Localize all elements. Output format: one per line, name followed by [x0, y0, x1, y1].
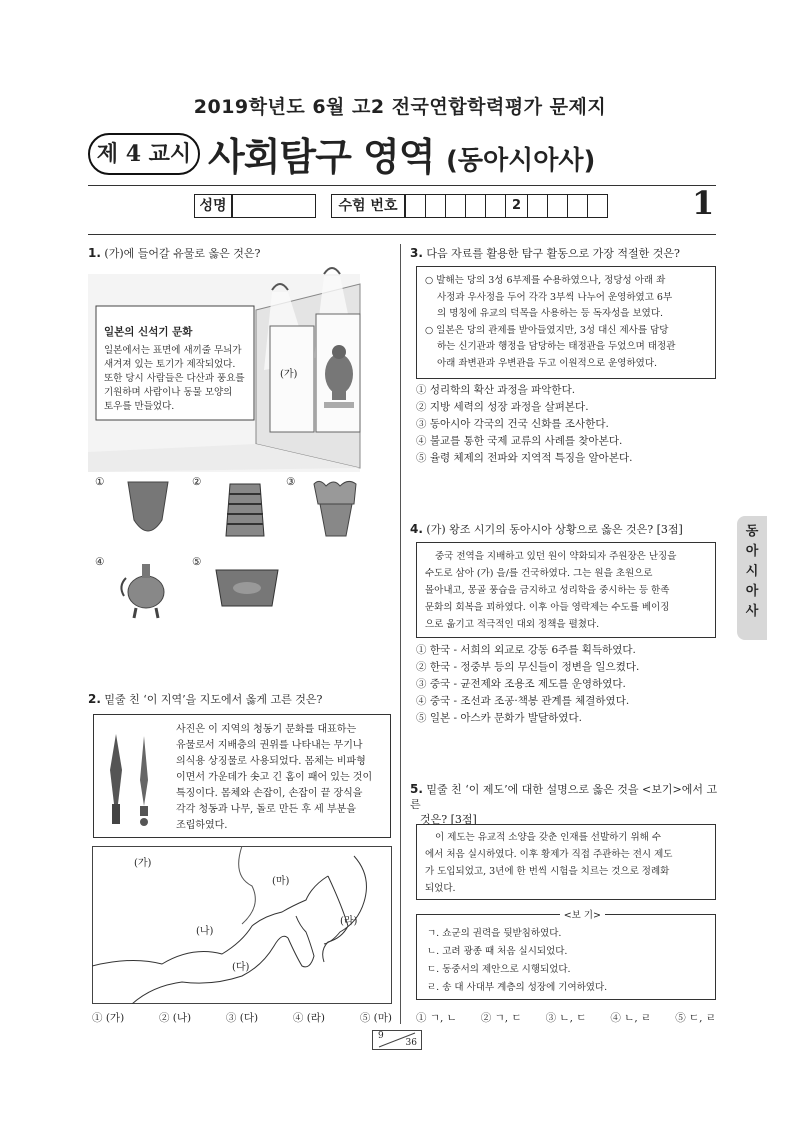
exam-number-cell[interactable] — [445, 194, 466, 218]
answer-option[interactable]: ④ (라) — [292, 1012, 326, 1024]
jar-pottery-icon — [122, 478, 174, 542]
bogi-box — [416, 910, 716, 1000]
source-line: 에서 처음 실시하였다. 이후 황제가 직접 주관하는 전시 제도 — [425, 849, 673, 860]
question-text: (가) 왕조 시기의 동아시아 상황으로 옳은 것은? [3점] — [426, 523, 683, 536]
answer-option[interactable]: ③ 중국 - 균전제와 조용조 제도를 운영하였다. — [416, 678, 626, 690]
answer-option[interactable]: ⑤ 율령 체제의 전파와 지역적 특징을 알아본다. — [416, 452, 633, 464]
question-3-answers — [416, 382, 632, 467]
panel-line: 또한 당시 사람들은 다산과 풍요를 — [104, 373, 245, 384]
panel-line: 토우를 만들었다. — [104, 401, 175, 412]
subject-side-tab — [737, 516, 767, 640]
option-2[interactable]: ② — [192, 476, 202, 488]
map-label: (마) — [272, 876, 290, 887]
bogi-item: ㄱ. 쇼군의 권력을 뒷받침하였다. — [427, 928, 562, 939]
page-indicator — [372, 1030, 422, 1050]
passage-line: 사진은 이 지역의 청동기 문화를 대표하는 — [176, 724, 357, 735]
stone-box-icon — [212, 566, 282, 612]
passage-line: 특징이다. 몸체와 손잡이, 손잡이 끝 장식을 — [176, 788, 363, 799]
animal-vessel-icon — [116, 556, 172, 620]
question-text: 밑줄 친 ‘이 제도’에 대한 설명으로 옳은 것을 <보기>에서 고른 — [410, 783, 718, 811]
option-5[interactable]: ⑤ — [192, 556, 202, 568]
option-3[interactable]: ③ — [286, 476, 296, 488]
answer-option[interactable]: ⑤ ㄷ, ㄹ — [675, 1012, 716, 1024]
side-tab-char: 아 — [745, 584, 759, 599]
flame-pottery-icon — [306, 478, 366, 542]
answer-option[interactable]: ② (나) — [158, 1012, 192, 1024]
question-4-answers — [416, 642, 639, 727]
side-tab-char: 아 — [745, 544, 759, 559]
column-divider — [400, 244, 401, 1024]
source-line: 문화의 회복을 꾀하였다. 이후 아들 영락제는 수도를 베이징 — [425, 602, 670, 613]
exam-number-cell[interactable] — [405, 194, 426, 218]
option-1[interactable]: ① — [95, 476, 105, 488]
passage-line: 유물로서 지배층의 권위를 나타내는 무기나 — [176, 740, 363, 751]
question-3-source-box — [416, 266, 716, 379]
source-line: 의 명칭에 유교의 덕목을 사용하는 등 독자성을 보였다. — [437, 308, 664, 319]
exam-number-cell[interactable] — [485, 194, 506, 218]
exam-number-cell-filled: 2 — [505, 194, 528, 218]
answer-option[interactable]: ① (가) — [92, 1012, 125, 1024]
source-line: 몰아내고, 몽골 풍습을 금지하고 성리학을 중시하는 등 한족 — [425, 585, 670, 596]
source-line: ○ 일본은 당의 관제를 받아들였지만, 3성 대신 제사를 담당 — [425, 324, 669, 336]
exam-number-cell[interactable] — [547, 194, 568, 218]
answer-option[interactable]: ④ ㄴ, ㄹ — [610, 1012, 652, 1024]
source-line: 수도로 삼아 (가) 을/를 건국하였다. 그는 원을 초원으로 — [425, 568, 653, 579]
answer-option[interactable]: ③ ㄴ, ㄷ — [545, 1012, 587, 1024]
passage-line: 의식용 상징물로 사용되었다. 몸체는 비파형 — [176, 756, 366, 767]
answer-option[interactable]: ④ 불교를 통한 국제 교류의 사례를 찾아본다. — [416, 435, 623, 447]
question-4-prompt — [410, 522, 683, 537]
panel-title: 일본의 신석기 문화 — [104, 326, 193, 338]
panel-text — [104, 344, 254, 414]
section-subtitle: (동아시아사) — [446, 146, 596, 176]
question-2-answers — [92, 1010, 392, 1027]
map-label: (다) — [232, 962, 250, 973]
answer-option[interactable]: ① 성리학의 확산 과정을 파악한다. — [416, 384, 576, 396]
source-line: 가 도입되었고, 3년에 한 번씩 시험을 치르는 것으로 정례화 — [425, 866, 670, 877]
exam-number-cell[interactable] — [425, 194, 446, 218]
question-number: 2. — [88, 692, 101, 706]
answer-option[interactable]: ② ㄱ, ㄷ — [480, 1012, 522, 1024]
map-label: (라) — [340, 916, 358, 927]
section-title: 사회탐구 영역 — [208, 135, 435, 179]
answer-option[interactable]: ① ㄱ, ㄴ — [416, 1012, 457, 1024]
passage-line: 조립하였다. — [176, 820, 228, 831]
side-tab-char: 사 — [745, 604, 759, 619]
passage-line: 이면서 가운데가 솟고 긴 홈이 패어 있는 것이 — [176, 772, 373, 783]
question-4-source-box — [416, 542, 716, 638]
answer-option[interactable]: ① 한국 - 서희의 외교로 강동 6주를 획득하였다. — [416, 644, 636, 656]
source-line: 아래 좌변관과 우변관을 두고 이원적으로 운영하였다. — [437, 357, 658, 369]
page-current: 9 — [378, 1031, 384, 1041]
bogi-item: ㄹ. 송 대 사대부 계층의 성장에 기여하였다. — [427, 982, 608, 993]
question-5-answers — [416, 1010, 716, 1027]
source-line: 으로 옮기고 적극적인 대외 정책을 펼쳤다. — [425, 619, 600, 630]
exam-number-cell[interactable] — [527, 194, 548, 218]
question-2-passage — [176, 722, 386, 834]
map-label: (나) — [196, 926, 214, 937]
answer-option[interactable]: ④ 중국 - 조선과 조공·책봉 관계를 체결하였다. — [416, 695, 630, 707]
bogi-item: ㄷ. 동중서의 제안으로 시행되었다. — [427, 964, 571, 975]
exam-number-cell[interactable] — [465, 194, 486, 218]
page-number: 1 — [692, 184, 715, 222]
answer-option[interactable]: ⑤ 일본 - 아스카 문화가 발달하였다. — [416, 712, 582, 724]
exam-number-cell[interactable] — [587, 194, 608, 218]
question-5-source-box — [416, 824, 716, 900]
panel-line: 새겨져 있는 토기가 제작되었다. — [104, 359, 236, 370]
question-number: 3. — [410, 246, 423, 260]
exam-title: 2019학년도 6월 고2 전국연합학력평가 문제지 — [193, 96, 607, 118]
page-total: 36 — [405, 1038, 417, 1048]
corded-pottery-icon — [220, 478, 270, 544]
side-tab-char: 동 — [745, 524, 759, 539]
side-tab-char: 시 — [745, 564, 759, 579]
question-2-prompt — [88, 692, 322, 707]
question-1-prompt — [88, 246, 260, 261]
question-text: 밑줄 친 ‘이 지역’을 지도에서 옳게 고른 것은? — [104, 693, 323, 706]
panel-line: 일본에서는 표면에 새끼줄 무늬가 — [104, 345, 242, 356]
source-line: 하는 신기관과 행정을 담당하는 태정관을 두었으며 태정관 — [437, 341, 676, 352]
source-line: 되었다. — [425, 883, 456, 894]
header-rule — [88, 185, 716, 186]
option-4[interactable]: ④ — [95, 556, 105, 568]
name-field[interactable] — [232, 194, 316, 218]
bronze-dagger-icon — [100, 730, 170, 830]
map-label: (가) — [134, 858, 152, 869]
question-5-prompt — [410, 782, 720, 827]
question-number: 5. — [410, 782, 423, 796]
header-bottom-rule — [88, 234, 716, 235]
answer-option[interactable]: ③ 동아시아 각국의 건국 신화를 조사한다. — [416, 418, 609, 430]
source-line: 사정과 우사정을 두어 각각 3부씩 나누어 운영하였고 6부 — [437, 291, 673, 303]
passage-line: 각각 청동과 나무, 돌로 만든 후 세 부분을 — [176, 804, 356, 815]
answer-option[interactable]: ③ (다) — [225, 1012, 259, 1024]
bogi-title: <보 기> — [427, 907, 705, 925]
case-label: (가) — [280, 369, 298, 380]
question-number: 1. — [88, 246, 101, 260]
source-line: ○ 발해는 당의 3성 6부제를 수용하였으나, 정당성 아래 좌 — [425, 275, 666, 286]
question-number: 4. — [410, 522, 423, 536]
period-badge: 제 4 교시 — [88, 133, 200, 175]
exam-number-cell[interactable] — [567, 194, 588, 218]
source-line: 중국 전역을 지배하고 있던 원이 약화되자 주원장은 난징을 — [435, 551, 677, 562]
answer-option[interactable]: ② 지방 세력의 성장 과정을 살펴본다. — [416, 401, 589, 413]
question-text: 것은? [3점] — [420, 813, 477, 826]
source-line: 이 제도는 유교적 소양을 갖춘 인재를 선발하기 위해 수 — [435, 832, 662, 843]
question-text: 다음 자료를 활용한 탐구 활동으로 가장 적절한 것은? — [426, 247, 680, 260]
question-text: (가)에 들어갈 유물로 옳은 것은? — [104, 247, 261, 260]
answer-option[interactable]: ② 한국 - 정중부 등의 무신들이 정변을 일으켰다. — [416, 661, 640, 673]
question-3-prompt — [410, 246, 680, 261]
panel-line: 기원하며 사람이나 동물 모양의 — [104, 387, 233, 398]
exam-number-label: 수험 번호 — [331, 194, 405, 218]
bogi-item: ㄴ. 고려 광종 때 처음 실시되었다. — [427, 946, 568, 957]
name-label: 성명 — [194, 194, 232, 218]
answer-option[interactable]: ⑤ (마) — [359, 1012, 392, 1024]
